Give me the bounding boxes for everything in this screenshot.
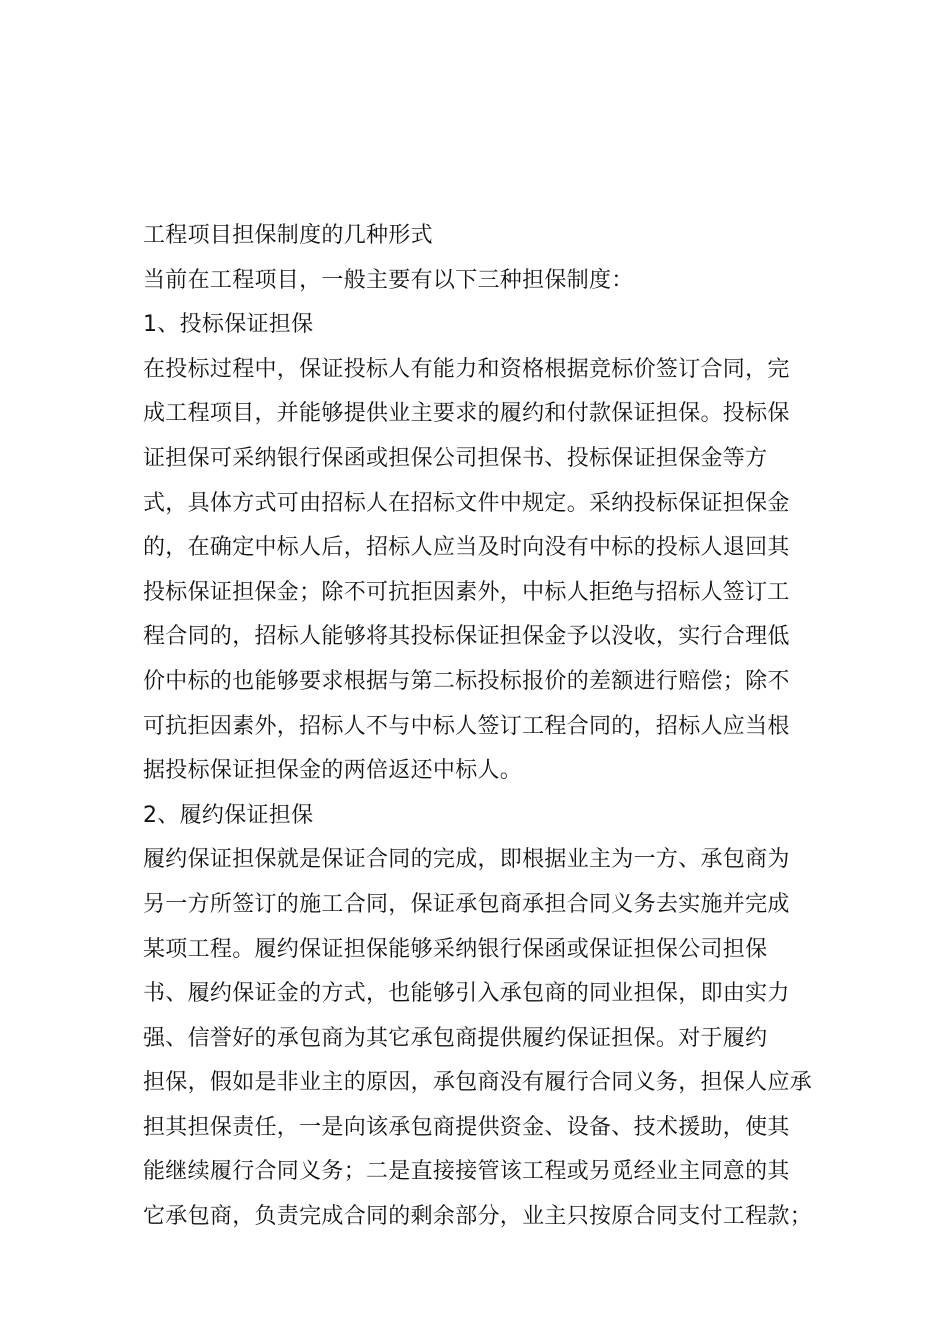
paragraph-line: 的，在确定中标人后，招标人应当及时向没有中标的投标人退回其 [143, 535, 790, 561]
document-title: 工程项目担保制度的几种形式 [143, 223, 433, 248]
section-heading-bid-guarantee: 1、投标保证担保 [143, 312, 314, 338]
section-heading-performance-guarantee: 2、履约保证担保 [143, 802, 314, 828]
paragraph-line: 担保，假如是非业主的原因，承包商没有履行合同义务，担保人应承 [143, 1070, 813, 1096]
paragraph-line: 式，具体方式可由招标人在招标文件中规定。采纳投标保证担保金 [143, 490, 790, 516]
paragraph-line: 履约保证担保就是保证合同的完成，即根据业主为一方、承包商为 [143, 847, 790, 873]
paragraph-line: 成工程项目，并能够提供业主要求的履约和付款保证担保。投标保 [143, 401, 790, 427]
paragraph-line: 程合同的，招标人能够将其投标保证担保金予以没收，实行合理低 [143, 624, 790, 650]
paragraph-line: 可抗拒因素外，招标人不与中标人签订工程合同的，招标人应当根 [143, 713, 790, 739]
paragraph-line: 价中标的也能够要求根据与第二标投标报价的差额进行赔偿；除不 [143, 668, 790, 694]
document-body [143, 214, 813, 1240]
paragraph-line: 强、信誉好的承包商为其它承包商提供履约保证担保。对于履约 [143, 1025, 768, 1051]
paragraph-line: 某项工程。履约保证担保能够采纳银行保函或保证担保公司担保 [143, 936, 768, 962]
paragraph-line: 投标保证担保金；除不可抗拒因素外，中标人拒绝与招标人签订工 [143, 579, 790, 605]
paragraph-line: 在投标过程中，保证投标人有能力和资格根据竞标价签订合同，完 [143, 356, 790, 382]
paragraph-line: 另一方所签订的施工合同，保证承包商承担合同义务去实施并完成 [143, 891, 790, 917]
paragraph-line: 能继续履行合同义务；二是直接接管该工程或另觅经业主同意的其 [143, 1159, 790, 1185]
intro-paragraph: 当前在工程项目，一般主要有以下三种担保制度： [143, 267, 634, 293]
paragraph-line: 担其担保责任，一是向该承包商提供资金、设备、技术援助，使其 [143, 1114, 790, 1140]
paragraph-line: 证担保可采纳银行保函或担保公司担保书、投标保证担保金等方 [143, 445, 768, 471]
paragraph-line: 它承包商，负责完成合同的剩余部分，业主只按原合同支付工程款； [143, 1204, 813, 1230]
paragraph-line: 据投标保证担保金的两倍返还中标人。 [143, 758, 523, 784]
paragraph-line: 书、履约保证金的方式，也能够引入承包商的同业担保，即由实力 [143, 981, 790, 1007]
